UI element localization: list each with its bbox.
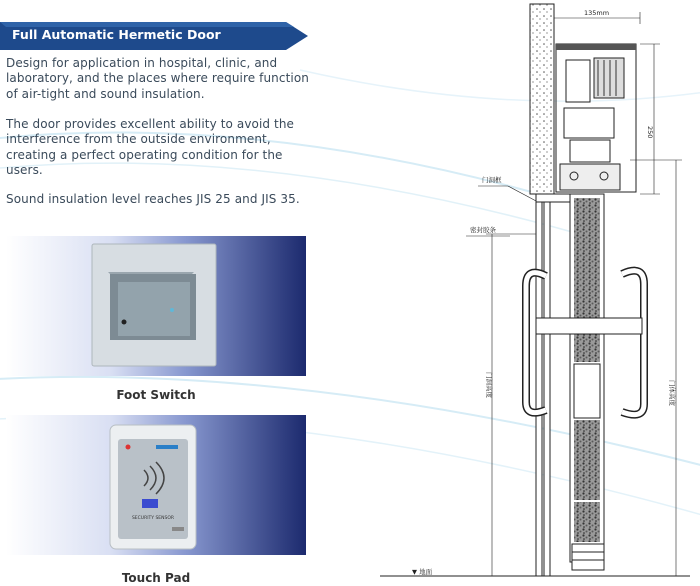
svg-text:250: 250 <box>646 126 654 139</box>
door-section-drawing <box>360 0 700 586</box>
door-height-dimension <box>630 160 682 576</box>
door-leaf <box>570 194 604 570</box>
svg-text:密封胶条: 密封胶条 <box>470 226 496 234</box>
touch-pad-image <box>6 415 306 555</box>
touch-pad-caption: Touch Pad <box>121 571 191 585</box>
touch-pad-device-label: SECURITY SENSOR <box>131 516 175 521</box>
height-dimension <box>640 44 660 194</box>
svg-text:门体高度: 门体高度 <box>668 380 676 406</box>
page-title: Full Automatic Hermetic Door <box>12 27 221 42</box>
frame-label <box>478 175 538 202</box>
description-paragraph-3: Sound insulation level reaches JIS 25 and JIS 35. <box>6 192 300 206</box>
description-paragraph-2: The door provides excellent ability to avoid the interference from the outside environment, creating a perfect operating condition for the users. <box>6 117 295 177</box>
foot-switch-image <box>6 236 306 376</box>
svg-text:门洞高度: 门洞高度 <box>485 372 493 398</box>
seal-label <box>466 225 510 236</box>
svg-text:门洞框: 门洞框 <box>482 176 502 184</box>
width-dimension <box>554 9 640 24</box>
wall-section <box>530 4 554 194</box>
operator-housing <box>556 44 636 192</box>
floor-line <box>380 567 690 576</box>
svg-text:135mm: 135mm <box>584 9 610 17</box>
description-paragraph-1: Design for application in hospital, clinic, and laboratory, and the places where require function of air-tight and sound insulation. <box>6 56 309 101</box>
foot-switch-caption: Foot Switch <box>116 388 196 402</box>
svg-text:▼ 地面: ▼ 地面 <box>412 568 433 576</box>
